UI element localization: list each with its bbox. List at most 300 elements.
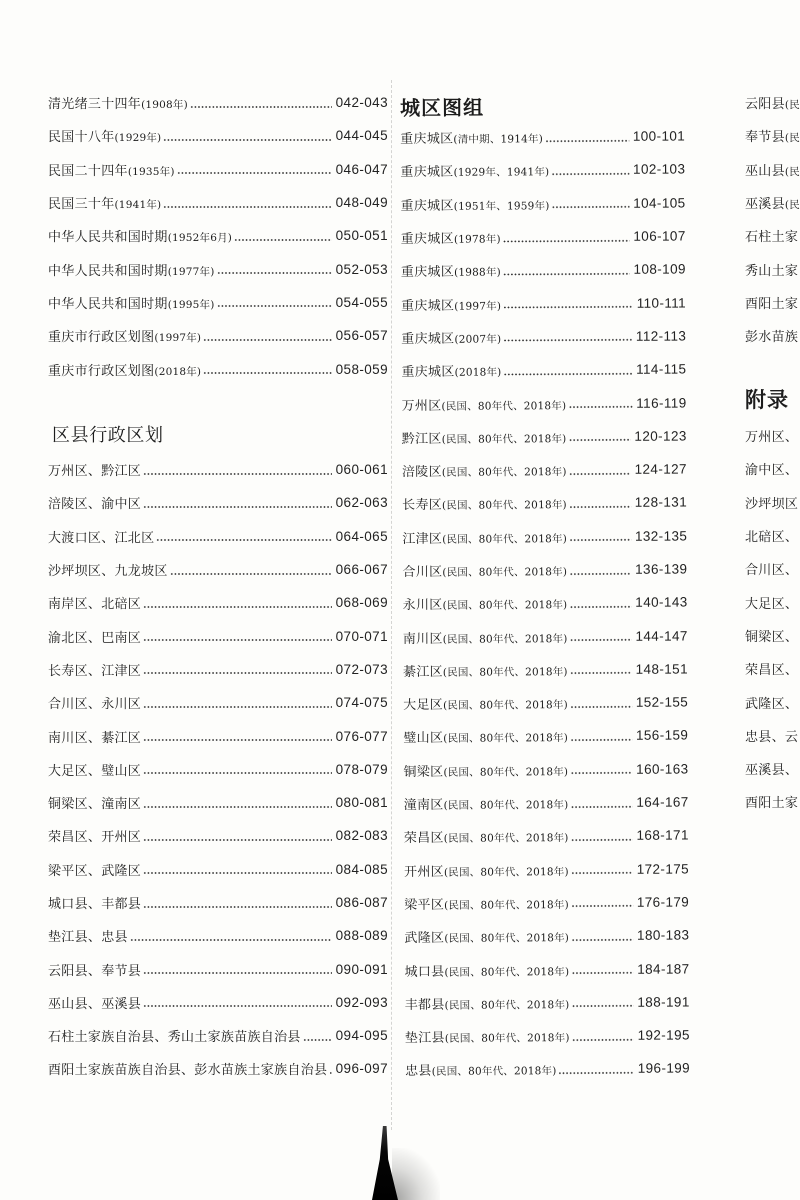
toc-entry-note: (民国、80年代、2018年) bbox=[441, 432, 567, 446]
toc-entry-label bbox=[745, 326, 798, 345]
toc-entry-label bbox=[48, 493, 141, 512]
dot-leader bbox=[503, 305, 633, 310]
toc-entry-label bbox=[402, 527, 567, 547]
toc-entry bbox=[400, 120, 685, 155]
toc-entry-label bbox=[745, 459, 798, 478]
toc-entry-title: 涪陵区、渝中区 bbox=[48, 497, 142, 513]
toc-entry-title: 开州区 bbox=[404, 864, 444, 880]
toc-entry-label bbox=[745, 193, 800, 212]
toc-entry bbox=[745, 186, 800, 219]
toc-entry-pages: 084-085 bbox=[335, 861, 388, 877]
dot-leader bbox=[190, 105, 332, 109]
toc-entry-pages: 136-139 bbox=[635, 561, 688, 577]
toc-entry-pages: 076-077 bbox=[335, 728, 388, 744]
dot-leader bbox=[571, 904, 633, 908]
toc-entry-pages: 062-063 bbox=[335, 495, 388, 511]
toc-entry-label bbox=[48, 660, 141, 679]
toc-entry-note: (民国、80年代、2018年) bbox=[443, 865, 569, 879]
toc-list-historical-maps bbox=[48, 86, 388, 386]
dot-leader bbox=[143, 805, 332, 809]
toc-entry-label bbox=[48, 326, 201, 345]
toc-entry-pages: 100-101 bbox=[632, 128, 686, 144]
toc-entry-title: 铜梁区 bbox=[403, 764, 444, 780]
toc-entry-title: 重庆城区 bbox=[400, 131, 454, 148]
toc-entry-title: 南川区、綦江区 bbox=[48, 730, 142, 746]
toc-entry-label bbox=[745, 493, 798, 512]
toc-entry-label bbox=[745, 526, 798, 545]
toc-entry-title: 大足区、璧山区 bbox=[48, 763, 142, 779]
toc-entry-note: (1988年) bbox=[454, 266, 501, 280]
dot-leader bbox=[570, 671, 632, 675]
toc-entry-title: 中华人民共和国时期 bbox=[48, 230, 168, 246]
toc-entry-title: 大足区、 bbox=[745, 596, 799, 612]
toc-entry-pages: 132-135 bbox=[634, 528, 688, 544]
toc-entry-pages: 114-115 bbox=[636, 361, 687, 377]
toc-entry-title: 铜梁区、 bbox=[745, 629, 799, 645]
toc-entry bbox=[400, 186, 685, 221]
toc-entry-title: 巫山县、巫溪县 bbox=[48, 996, 142, 1012]
toc-entry-pages: 192-195 bbox=[637, 1027, 690, 1043]
toc-entry-pages: 108-109 bbox=[633, 261, 686, 278]
toc-entry-title: 璧山区 bbox=[403, 731, 444, 747]
toc-entry bbox=[404, 952, 689, 987]
toc-entry bbox=[48, 686, 388, 719]
toc-entry-label bbox=[48, 727, 141, 746]
toc-entry-pages: 096-097 bbox=[335, 1061, 388, 1077]
toc-entry bbox=[402, 386, 687, 421]
toc-entry-label bbox=[48, 1026, 301, 1045]
toc-entry-label bbox=[48, 160, 175, 179]
toc-entry-pages: 058-059 bbox=[335, 361, 388, 377]
toc-entry-note: (1935年) bbox=[127, 165, 175, 178]
toc-entry bbox=[48, 86, 388, 119]
toc-entry bbox=[48, 819, 388, 852]
toc-entry-pages: 156-159 bbox=[635, 727, 689, 744]
toc-entry-title: 合川区 bbox=[402, 564, 443, 580]
toc-entry-title: 忠县、云 bbox=[745, 729, 799, 745]
toc-entry bbox=[745, 519, 800, 552]
toc-entry-pages: 078-079 bbox=[335, 761, 388, 777]
dot-leader bbox=[570, 638, 632, 642]
toc-entry-pages: 188-191 bbox=[637, 994, 690, 1010]
toc-entry-title: 城口县 bbox=[404, 964, 445, 980]
dot-leader bbox=[143, 738, 332, 742]
toc-entry-note: (2018年) bbox=[454, 366, 502, 379]
toc-entry-label bbox=[48, 627, 141, 646]
dot-leader bbox=[570, 771, 632, 775]
toc-entry bbox=[403, 586, 688, 621]
toc-entry-pages: 094-095 bbox=[335, 1028, 388, 1044]
dot-leader bbox=[217, 304, 332, 308]
toc-entry-pages: 044-045 bbox=[335, 128, 388, 144]
toc-entry-title: 重庆城区 bbox=[400, 265, 455, 281]
toc-entry-title: 铜梁区、潼南区 bbox=[48, 797, 142, 813]
page-gutter-line bbox=[391, 80, 392, 1130]
toc-entry-title: 黔江区 bbox=[401, 431, 442, 447]
dot-leader bbox=[143, 971, 332, 975]
dot-leader bbox=[558, 1071, 633, 1075]
toc-entry-note: (2018年) bbox=[154, 365, 202, 378]
toc-entry-label bbox=[745, 293, 798, 312]
toc-entry bbox=[48, 952, 388, 985]
dot-leader bbox=[143, 638, 332, 642]
toc-entry-pages: 088-089 bbox=[335, 928, 388, 944]
dot-leader bbox=[143, 705, 332, 709]
toc-entry-note: (民国、80年代、2018年) bbox=[443, 765, 569, 779]
toc-entry-label bbox=[745, 126, 800, 145]
toc-entry-pages: 168-171 bbox=[636, 827, 689, 844]
toc-entry bbox=[48, 252, 388, 285]
toc-entry bbox=[745, 219, 800, 252]
dot-leader bbox=[143, 905, 332, 909]
toc-entry-pages: 152-155 bbox=[635, 694, 689, 710]
toc-entry-pages: 068-069 bbox=[335, 595, 388, 611]
toc-entry bbox=[745, 486, 800, 519]
toc-entry-pages: 056-057 bbox=[335, 328, 388, 344]
dot-leader bbox=[503, 272, 630, 277]
toc-column-left bbox=[48, 0, 388, 1200]
toc-entry bbox=[745, 685, 800, 718]
toc-entry-note: (1997年) bbox=[454, 300, 502, 313]
toc-entry-label bbox=[403, 727, 568, 747]
toc-entry-label bbox=[48, 527, 154, 546]
dot-leader bbox=[143, 838, 332, 842]
dot-leader bbox=[569, 505, 631, 509]
toc-list-appendix bbox=[745, 419, 800, 819]
toc-entry-label bbox=[401, 327, 501, 347]
section-heading-appendix: 附录 bbox=[745, 388, 789, 412]
toc-entry-label bbox=[405, 1060, 556, 1080]
dot-leader bbox=[503, 372, 632, 377]
dot-leader bbox=[570, 804, 632, 808]
toc-entry-note: (民国、80年代、2018年) bbox=[443, 832, 569, 846]
dot-leader bbox=[568, 405, 632, 409]
dot-leader bbox=[130, 938, 332, 942]
toc-entry-label bbox=[745, 759, 798, 778]
toc-entry bbox=[402, 419, 687, 454]
toc-entry bbox=[402, 552, 687, 587]
toc-entry-label bbox=[403, 627, 568, 647]
toc-entry-label bbox=[48, 126, 161, 145]
dot-leader bbox=[163, 138, 331, 142]
toc-entry-label bbox=[745, 726, 798, 745]
toc-entry bbox=[745, 452, 800, 485]
section-heading-district-maps: 区县行政区划 bbox=[52, 425, 164, 446]
toc-entry bbox=[48, 1052, 388, 1085]
toc-entry bbox=[48, 786, 388, 819]
toc-entry-label bbox=[48, 226, 232, 245]
toc-entry-title: 民国三十年 bbox=[48, 197, 115, 213]
toc-entry bbox=[745, 619, 800, 652]
toc-entry-pages: 050-051 bbox=[335, 228, 388, 244]
toc-entry-label bbox=[404, 793, 569, 813]
toc-entry-title: 武隆区、 bbox=[745, 696, 799, 712]
toc-column-right bbox=[745, 0, 800, 1200]
toc-entry-title: 垫江县 bbox=[404, 1030, 445, 1047]
toc-entry-title: 北碚区、 bbox=[745, 530, 799, 546]
toc-entry-title: 垫江县、忠县 bbox=[48, 930, 128, 946]
dot-leader bbox=[503, 238, 630, 243]
toc-entry-pages: 172-175 bbox=[636, 861, 690, 877]
toc-entry bbox=[48, 986, 388, 1019]
toc-entry-title: 万州区、黔江区 bbox=[48, 464, 142, 480]
dot-leader bbox=[234, 238, 332, 242]
toc-entry-title: 重庆城区 bbox=[400, 198, 454, 214]
dot-leader bbox=[572, 1037, 634, 1041]
toc-entry-note: (1929年) bbox=[114, 132, 162, 145]
toc-entry bbox=[403, 719, 688, 754]
toc-entry-label bbox=[48, 1059, 327, 1078]
toc-entry-title: 梁平区 bbox=[404, 897, 445, 913]
toc-entry bbox=[401, 353, 686, 388]
dot-leader bbox=[545, 138, 629, 142]
toc-entry-label bbox=[400, 127, 543, 147]
toc-entry-note: (民国、80年代、2018年) bbox=[442, 599, 568, 613]
toc-entry-title: 荣昌区、开州区 bbox=[48, 830, 142, 846]
toc-entry-title: 合川区、永川区 bbox=[48, 697, 142, 713]
toc-entry-pages: 090-091 bbox=[335, 961, 388, 977]
toc-entry bbox=[745, 419, 800, 452]
toc-entry-title: 民国二十四年 bbox=[48, 163, 128, 179]
dot-leader bbox=[551, 172, 629, 176]
dot-leader bbox=[568, 438, 630, 442]
toc-entry-note: (1951年、1959年) bbox=[453, 199, 550, 213]
toc-entry-label bbox=[402, 427, 567, 447]
toc-entry-label bbox=[48, 560, 168, 579]
toc-entry bbox=[405, 1052, 690, 1087]
toc-entry-title: 武隆区 bbox=[404, 931, 445, 947]
toc-entry-pages: 124-127 bbox=[634, 461, 687, 477]
toc-entry bbox=[48, 319, 388, 352]
toc-entry-title: 荣昌区、 bbox=[745, 663, 799, 679]
toc-list-district-maps bbox=[48, 453, 388, 1086]
toc-entry-note: (民 bbox=[784, 132, 800, 145]
toc-entry-pages: 054-055 bbox=[335, 294, 388, 310]
toc-entry-label bbox=[48, 460, 141, 479]
toc-entry-label bbox=[745, 260, 798, 279]
toc-entry-pages: 176-179 bbox=[636, 894, 690, 910]
toc-entry bbox=[745, 752, 800, 785]
toc-entry-label bbox=[48, 960, 141, 979]
toc-entry bbox=[405, 985, 690, 1020]
toc-entry-note: (民国、80年代、2018年) bbox=[441, 466, 567, 479]
toc-entry-note: (民国、80年代、2018年) bbox=[442, 532, 568, 546]
dot-leader bbox=[569, 571, 631, 575]
toc-entry-note: (民国、80年代、2018年) bbox=[442, 666, 568, 679]
toc-entry-pages: 106-107 bbox=[633, 228, 686, 244]
toc-entry-note: (1952年6月) bbox=[167, 232, 233, 245]
toc-entry-pages: 048-049 bbox=[335, 195, 388, 211]
toc-entry-title: 城口县、丰都县 bbox=[48, 897, 142, 912]
toc-entry-title: 潼南区 bbox=[403, 797, 444, 814]
toc-entry-note: (民国、80年代、2018年) bbox=[441, 399, 567, 413]
toc-entry-note: (1978年) bbox=[453, 233, 501, 246]
toc-entry-title: 秀山土家 bbox=[745, 263, 799, 279]
toc-entry bbox=[403, 652, 688, 687]
toc-entry-label bbox=[403, 693, 568, 713]
toc-entry-label bbox=[405, 960, 570, 980]
toc-entry-label bbox=[48, 793, 141, 812]
dot-leader bbox=[569, 471, 631, 475]
toc-entry-label bbox=[404, 926, 569, 946]
toc-entry-label bbox=[400, 161, 549, 181]
toc-entry bbox=[48, 520, 388, 553]
toc-entry bbox=[48, 453, 388, 486]
toc-entry-label bbox=[401, 361, 501, 381]
dot-leader bbox=[571, 971, 633, 975]
toc-entry bbox=[48, 286, 388, 319]
toc-entry bbox=[745, 585, 800, 618]
toc-entry-pages: 072-073 bbox=[335, 661, 388, 677]
toc-entry-title: 石柱土家族自治县、秀山土家族苗族自治县 bbox=[48, 1030, 301, 1046]
dot-leader bbox=[143, 871, 332, 875]
toc-entry-label bbox=[401, 294, 501, 314]
toc-entry-note: (民国、80年代、2018年) bbox=[444, 965, 570, 979]
toc-entry-label bbox=[400, 194, 549, 214]
dot-leader bbox=[571, 938, 633, 942]
toc-entry-label bbox=[403, 760, 568, 780]
section-heading-city-maps: 城区图组 bbox=[399, 95, 485, 120]
toc-entry-label bbox=[48, 993, 141, 1012]
toc-entry-note: (民国、80年代、2018年) bbox=[431, 1065, 557, 1079]
toc-entry-pages: 116-119 bbox=[636, 395, 687, 411]
toc-entry-title: 云阳县 bbox=[745, 97, 785, 113]
toc-list-county-maps bbox=[745, 86, 800, 352]
toc-entry bbox=[48, 719, 388, 752]
scan-speckle bbox=[392, 1148, 440, 1200]
dot-leader bbox=[552, 205, 630, 209]
toc-entry-label bbox=[48, 193, 161, 212]
dot-leader bbox=[329, 1071, 331, 1075]
toc-entry bbox=[745, 119, 800, 152]
toc-entry-note: (清中期、1914年) bbox=[453, 133, 544, 146]
toc-entry bbox=[401, 219, 686, 254]
toc-entry-label bbox=[402, 560, 567, 580]
dot-leader bbox=[143, 605, 332, 609]
toc-entry bbox=[404, 885, 689, 920]
toc-entry-title: 长寿区、江津区 bbox=[48, 663, 142, 679]
toc-entry bbox=[48, 153, 388, 186]
toc-entry-label bbox=[745, 792, 798, 811]
toc-entry-pages: 046-047 bbox=[335, 161, 388, 177]
toc-entry bbox=[402, 452, 687, 487]
toc-entry-title: 重庆城区 bbox=[400, 231, 454, 248]
toc-entry-title: 巫溪县、 bbox=[745, 763, 799, 779]
toc-entry-title: 綦江区 bbox=[402, 664, 443, 680]
toc-entry-label bbox=[48, 926, 128, 945]
toc-entry-note: (民国、80年代、2018年) bbox=[442, 566, 568, 579]
toc-entry-label bbox=[403, 660, 568, 680]
toc-entry bbox=[745, 153, 800, 186]
toc-entry-pages: 196-199 bbox=[637, 1060, 691, 1077]
toc-entry-note: (民国、80年代、2018年) bbox=[442, 499, 567, 513]
toc-entry-note: (民 bbox=[784, 99, 800, 112]
dot-leader bbox=[217, 271, 332, 275]
toc-entry-title: 巫山县 bbox=[745, 163, 785, 179]
dot-leader bbox=[571, 871, 633, 875]
dot-leader bbox=[177, 171, 332, 175]
toc-entry-title: 涪陵区 bbox=[401, 464, 442, 481]
toc-entry-pages: 052-053 bbox=[335, 261, 388, 277]
toc-entry-title: 中华人民共和国时期 bbox=[48, 263, 168, 279]
toc-entry-title: 彭水苗族 bbox=[745, 330, 799, 346]
toc-entry-label bbox=[404, 893, 569, 913]
toc-entry-note: (1929年、1941年) bbox=[453, 166, 550, 180]
toc-entry-pages: 184-187 bbox=[637, 961, 690, 977]
toc-entry-label bbox=[404, 827, 569, 847]
toc-entry-title: 中华人民共和国时期 bbox=[48, 296, 168, 312]
toc-entry-label bbox=[745, 93, 800, 112]
dot-leader bbox=[143, 505, 332, 509]
toc-entry bbox=[745, 319, 800, 352]
toc-entry-note: (民国、80年代、2018年) bbox=[443, 732, 569, 746]
toc-entry-label bbox=[405, 1026, 570, 1046]
toc-entry-note: (2007年) bbox=[454, 333, 502, 346]
dot-leader bbox=[143, 771, 332, 775]
toc-entry bbox=[745, 252, 800, 285]
toc-entry-title: 丰都县 bbox=[404, 997, 445, 1013]
toc-entry-title: 云阳县、奉节县 bbox=[48, 963, 142, 979]
toc-entry-title: 长寿区 bbox=[402, 498, 443, 514]
toc-entry bbox=[48, 853, 388, 886]
toc-entry bbox=[48, 586, 388, 619]
toc-entry-title: 沙坪坝区 bbox=[745, 496, 799, 512]
toc-entry-pages: 160-163 bbox=[636, 761, 689, 777]
toc-entry bbox=[400, 153, 685, 188]
toc-entry-pages: 074-075 bbox=[335, 695, 388, 711]
toc-entry-title: 重庆市行政区划图 bbox=[48, 330, 155, 346]
toc-entry-label bbox=[48, 826, 141, 845]
toc-entry-title: 石柱土家 bbox=[745, 230, 799, 246]
toc-entry bbox=[48, 653, 388, 686]
toc-entry-note: (1997年) bbox=[154, 332, 202, 345]
toc-entry bbox=[403, 752, 688, 787]
toc-entry-label bbox=[48, 893, 141, 912]
toc-entry bbox=[48, 119, 388, 152]
toc-entry-note: (民国、80年代、2018年) bbox=[444, 932, 570, 946]
toc-entry bbox=[48, 919, 388, 952]
dot-leader bbox=[303, 1038, 332, 1042]
toc-entry bbox=[48, 753, 388, 786]
toc-entry-label bbox=[48, 860, 141, 879]
toc-entry bbox=[404, 819, 689, 854]
toc-entry-title: 合川区、 bbox=[745, 563, 799, 579]
toc-entry-pages: 164-167 bbox=[636, 794, 689, 810]
toc-entry-pages: 092-093 bbox=[335, 994, 388, 1010]
toc-entry bbox=[403, 619, 688, 654]
toc-entry bbox=[48, 553, 388, 586]
toc-entry-label bbox=[745, 659, 798, 678]
toc-entry-pages: 180-183 bbox=[636, 927, 690, 944]
toc-entry bbox=[48, 1019, 388, 1052]
toc-entry-label bbox=[745, 226, 798, 245]
toc-entry bbox=[404, 852, 689, 887]
toc-entry bbox=[401, 319, 686, 354]
dot-leader bbox=[570, 704, 632, 708]
toc-entry bbox=[402, 486, 687, 521]
toc-entry-pages: 104-105 bbox=[633, 195, 686, 211]
toc-entry bbox=[401, 253, 686, 288]
toc-entry-pages: 120-123 bbox=[634, 428, 687, 444]
toc-entry-note: (民国、80年代、2018年) bbox=[442, 632, 568, 646]
toc-entry bbox=[48, 219, 388, 252]
toc-entry-pages: 070-071 bbox=[335, 628, 388, 644]
dot-leader bbox=[163, 205, 331, 209]
dot-leader bbox=[143, 472, 332, 476]
toc-entry-label bbox=[745, 693, 798, 712]
toc-entry-title: 荣昌区 bbox=[403, 831, 444, 847]
toc-entry-label bbox=[48, 293, 215, 312]
